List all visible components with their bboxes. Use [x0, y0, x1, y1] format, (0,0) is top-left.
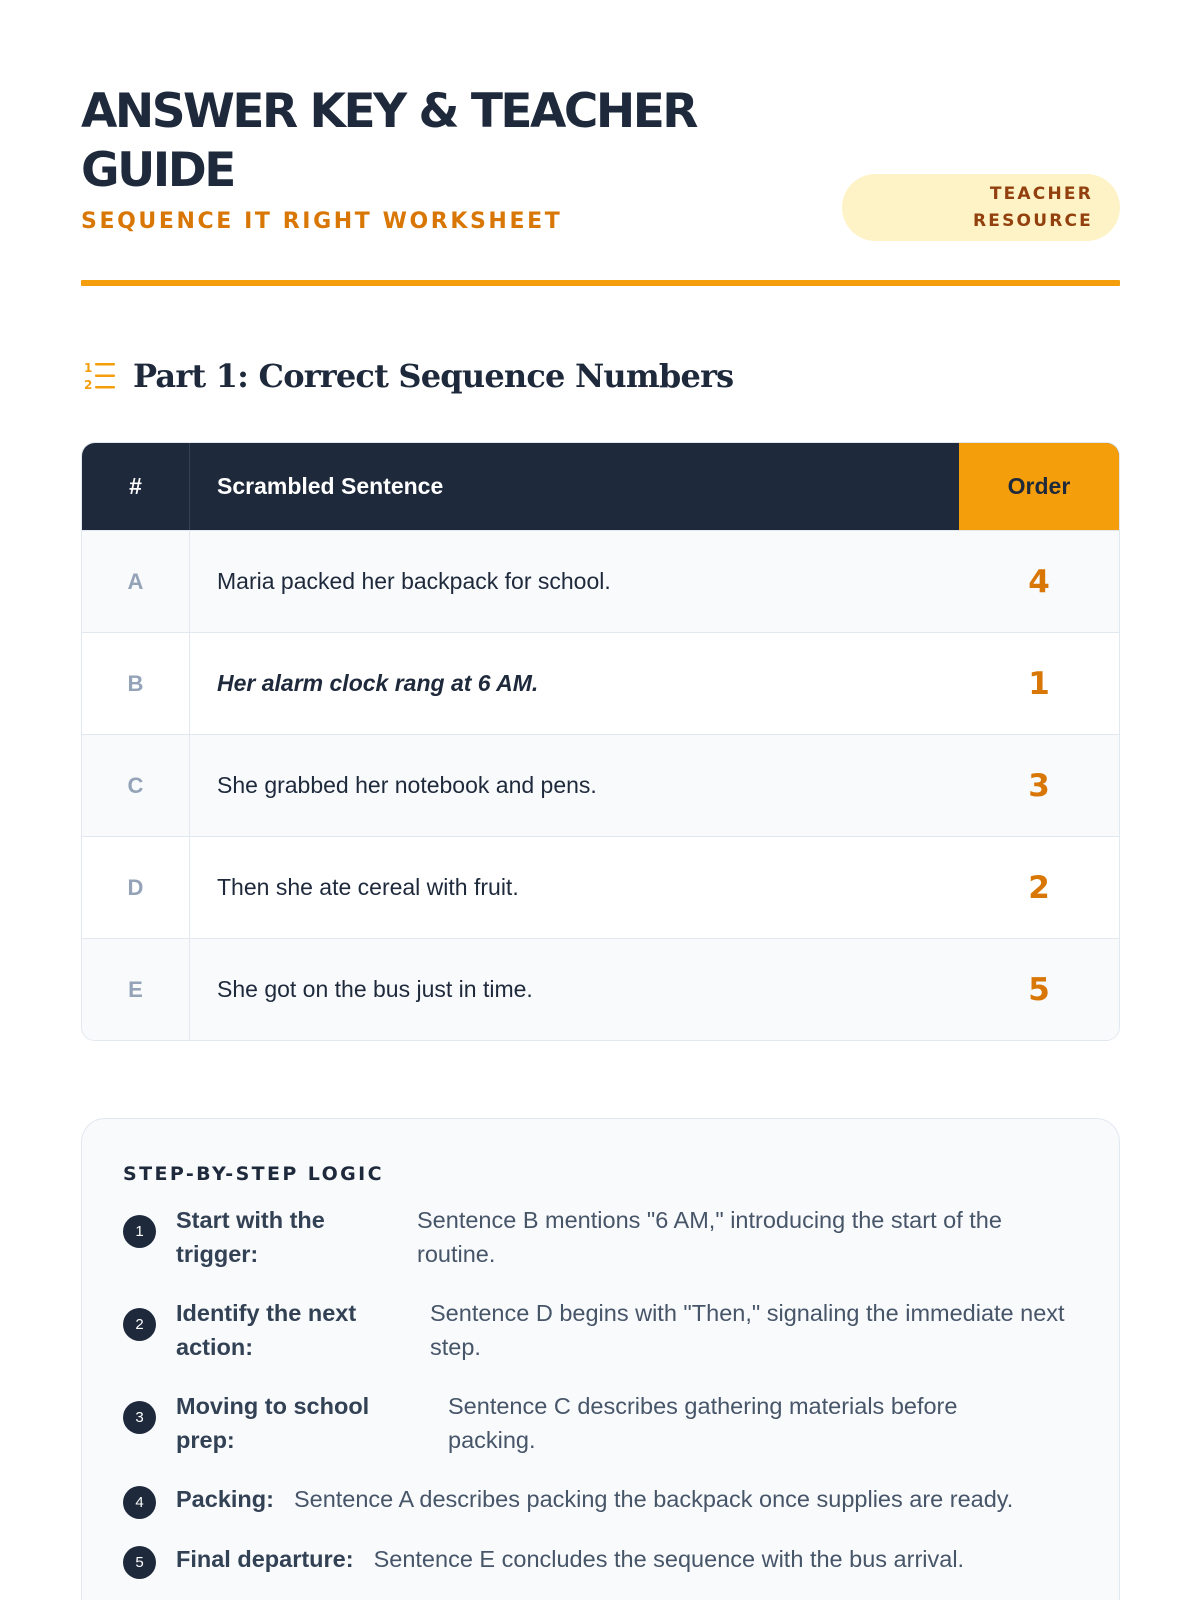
row-order: 2	[1028, 869, 1050, 906]
logic-step	[123, 1389, 1079, 1457]
step-number: 5	[123, 1546, 156, 1579]
step-description: Sentence C describes gathering materials before packing.	[448, 1393, 958, 1453]
badge-label: TEACHER RESOURCE	[973, 183, 1093, 231]
step-description: Sentence B mentions "6 AM," introducing the start of the routine.	[417, 1207, 1002, 1267]
row-id: B	[82, 633, 190, 734]
answer-key-page	[81, 0, 1120, 1572]
column-header-order: Order	[959, 443, 1119, 530]
row-id: E	[82, 939, 190, 1040]
numbered-list-icon	[81, 358, 117, 394]
row-order: 5	[1028, 971, 1050, 1008]
table-header	[82, 443, 1119, 530]
row-sentence: Maria packed her backpack for school.	[217, 568, 611, 594]
page-subtitle: SEQUENCE IT RIGHT WORKSHEET	[81, 209, 563, 234]
step-label: Moving to school prep:	[176, 1393, 370, 1453]
svg-text:1: 1	[84, 361, 93, 375]
step-number: 2	[123, 1308, 156, 1341]
part1-title: Part 1: Correct Sequence Numbers	[133, 357, 734, 395]
step-label: Start with the trigger:	[176, 1207, 325, 1267]
table-row	[82, 632, 1119, 734]
row-sentence: Her alarm clock rang at 6 AM.	[217, 670, 539, 696]
svg-text:2: 2	[84, 378, 93, 392]
logic-step	[123, 1482, 1079, 1519]
page-title: ANSWER KEY & TEACHER GUIDE	[81, 84, 696, 198]
step-by-step-logic-panel	[81, 1118, 1120, 1600]
column-header-sentence: Scrambled Sentence	[217, 473, 444, 499]
table-row	[82, 530, 1119, 632]
logic-step	[123, 1296, 1079, 1364]
row-id: C	[82, 735, 190, 836]
column-header-number: #	[82, 443, 190, 530]
row-order: 4	[1028, 563, 1050, 600]
logic-step	[123, 1203, 1079, 1271]
step-label: Final departure:	[176, 1546, 354, 1572]
table-row	[82, 836, 1119, 938]
step-description: Sentence A describes packing the backpack once supplies are ready.	[293, 1486, 1014, 1512]
row-id: D	[82, 837, 190, 938]
step-label: Identify the next action:	[176, 1300, 357, 1360]
row-sentence: She grabbed her notebook and pens.	[217, 772, 597, 798]
step-description: Sentence E concludes the sequence with the bus arrival.	[373, 1546, 965, 1572]
sequence-table	[81, 442, 1120, 1041]
row-sentence: Then she ate cereal with fruit.	[217, 874, 519, 900]
table-row	[82, 734, 1119, 836]
logic-title: STEP-BY-STEP LOGIC	[123, 1163, 384, 1185]
header-divider	[81, 280, 1120, 286]
teacher-resource-badge	[842, 174, 1120, 241]
row-order: 1	[1028, 665, 1050, 702]
step-number: 3	[123, 1401, 156, 1434]
step-number: 1	[123, 1215, 156, 1248]
logic-step	[123, 1542, 1079, 1579]
step-label: Packing:	[176, 1486, 274, 1512]
page-header	[81, 0, 1120, 287]
table-body	[82, 530, 1119, 1040]
row-order: 3	[1028, 767, 1050, 804]
step-number: 4	[123, 1486, 156, 1519]
part1-heading	[81, 357, 733, 395]
row-id: A	[82, 531, 190, 632]
row-sentence: She got on the bus just in time.	[217, 976, 533, 1002]
step-description: Sentence D begins with "Then," signaling the immediate next step.	[430, 1300, 1065, 1360]
table-row	[82, 938, 1119, 1040]
